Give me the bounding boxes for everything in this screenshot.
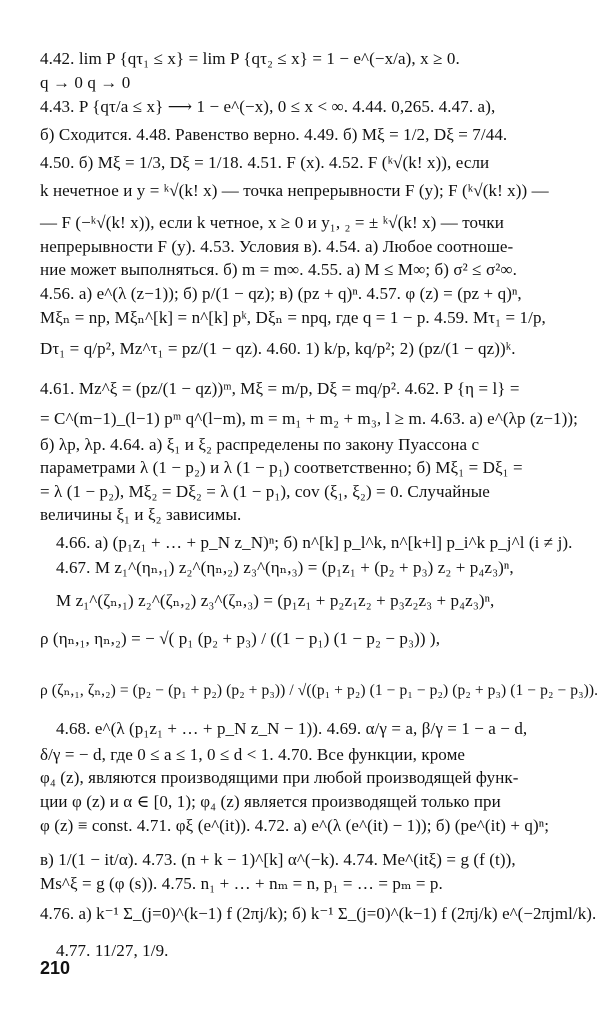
- answer-line: 4.76. а) k⁻¹ Σ_(j=0)^(k−1) f (2πj/k); б) k⁻¹ Σ_(j=0)^(k−1) f (2πj/k) e^(−2πjml/k).: [40, 904, 597, 923]
- answer-line: непрерывности F (y). 4.53. Условия в). 4.54. а) Любое соотноше-: [40, 237, 514, 256]
- answer-line: 4.43. P {qτ/a ≤ x} ⟶ 1 − e^(−x), 0 ≤ x < ∞. 4.44. 0,265. 4.47. а),: [40, 97, 496, 116]
- answer-line: ции φ (z) и α ∈ [0, 1); φ₄ (z) является производящей только при: [40, 792, 501, 811]
- answer-line: ρ (ηₙ,₁, ηₙ,₂) = − √( p₁ (p₂ + p₃) / ((1 − p₁) (1 − p₂ − p₃)) ),: [40, 629, 441, 648]
- answer-line: в) 1/(1 − it/α). 4.73. (n + k − 1)^[k] α^(−k). 4.74. Me^(itξ) = g (f (t)),: [40, 850, 516, 869]
- answer-line: 4.56. а) e^(λ (z−1)); б) p/(1 − qz); в) (pz + q)ⁿ. 4.57. φ (z) = (pz + q)ⁿ,: [40, 284, 522, 303]
- answer-line: — F (−ᵏ√(k! x)), если k четное, x ≥ 0 и y₁, ₂ = ± ᵏ√(k! x) — точки: [40, 213, 504, 232]
- answer-line: 4.77. 11/27, 1/9.: [56, 941, 169, 960]
- answer-line: параметрами λ (1 − p₂) и λ (1 − p₁) соответственно; б) Mξ₁ = Dξ₁ =: [40, 458, 523, 477]
- answer-line: 4.66. а) (p₁z₁ + … + p_N z_N)ⁿ; б) n^[k] p_l^k, n^[k+l] p_i^k p_j^l (i ≠ j).: [56, 533, 573, 552]
- answer-line: M z₁^(ζₙ,₁) z₂^(ζₙ,₂) z₃^(ζₙ,₃) = (p₁z₁ + p₂z₁z₂ + p₃z₂z₃ + p₄z₃)ⁿ,: [56, 591, 495, 610]
- answer-line: φ₄ (z), являются производящими при любой производящей функ-: [40, 768, 519, 787]
- page-number: 210: [40, 958, 71, 978]
- answer-line: 4.61. Mz^ξ = (pz/(1 − qz))ᵐ, Mξ = m/p, Dξ = mq/p². 4.62. P {η = l} =: [40, 379, 520, 398]
- answer-line: Mξₙ = np, Mξₙ^[k] = n^[k] pᵏ, Dξₙ = npq, где q = 1 − p. 4.59. Mτ₁ = 1/p,: [40, 308, 546, 327]
- answer-line: ρ (ζₙ,₁, ζₙ,₂) = (p₂ − (p₁ + p₂) (p₂ + p₃)) / √((p₁ + p₂) (1 − p₁ − p₂) (p₂ + p₃) (1 − p₂ − p₃)).: [40, 682, 599, 699]
- answer-line: 4.42. lim P {qτ₁ ≤ x} = lim P {qτ₂ ≤ x} = 1 − e^(−x/a), x ≥ 0.: [40, 49, 460, 68]
- answer-line: 4.67. M z₁^(ηₙ,₁) z₂^(ηₙ,₂) z₃^(ηₙ,₃) = (p₁z₁ + (p₂ + p₃) z₂ + p₄z₃)ⁿ,: [56, 558, 514, 577]
- answer-line: 4.50. б) Mξ = 1/3, Dξ = 1/18. 4.51. F (x). 4.52. F (ᵏ√(k! x)), если: [40, 153, 490, 172]
- answer-line: ние может выполняться. б) m = m∞. 4.55. а) M ≤ M∞; б) σ² ≤ σ²∞.: [40, 260, 517, 279]
- answer-line: φ (z) ≡ const. 4.71. φξ (e^(it)). 4.72. а) e^(λ (e^(it) − 1)); б) (pe^(it) + q)ⁿ;: [40, 816, 550, 835]
- answer-line: б) Сходится. 4.48. Равенство верно. 4.49. б) Mξ = 1/2, Dξ = 7/44.: [40, 125, 508, 144]
- answer-line: k нечетное и y = ᵏ√(k! x) — точка непрерывности F (y); F (ᵏ√(k! x)) —: [40, 181, 549, 200]
- answer-line: б) λp, λp. 4.64. а) ξ₁ и ξ₂ распределены по закону Пуассона с: [40, 435, 480, 454]
- answer-line: = λ (1 − p₂), Mξ₂ = Dξ₂ = λ (1 − p₁), cov (ξ₁, ξ₂) = 0. Случайные: [40, 482, 490, 501]
- answer-line: 4.68. e^(λ (p₁z₁ + … + p_N z_N − 1)). 4.69. α/γ = a, β/γ = 1 − a − d,: [56, 719, 528, 738]
- answer-line: q → 0 q → 0: [40, 73, 131, 92]
- answer-line: Ms^ξ = g (φ (s)). 4.75. n₁ + … + nₘ = n, p₁ = … = pₘ = p.: [40, 874, 443, 893]
- answer-line: δ/γ = − d, где 0 ≤ a ≤ 1, 0 ≤ d < 1. 4.70. Все функции, кроме: [40, 745, 466, 764]
- answer-line: Dτ₁ = q/p², Mz^τ₁ = pz/(1 − qz). 4.60. 1) k/p, kq/p²; 2) (pz/(1 − qz))ᵏ.: [40, 339, 516, 358]
- answer-line: величины ξ₁ и ξ₂ зависимы.: [40, 505, 242, 524]
- answer-line: = C^(m−1)_(l−1) pᵐ q^(l−m), m = m₁ + m₂ + m₃, l ≥ m. 4.63. а) e^(λp (z−1));: [40, 409, 578, 428]
